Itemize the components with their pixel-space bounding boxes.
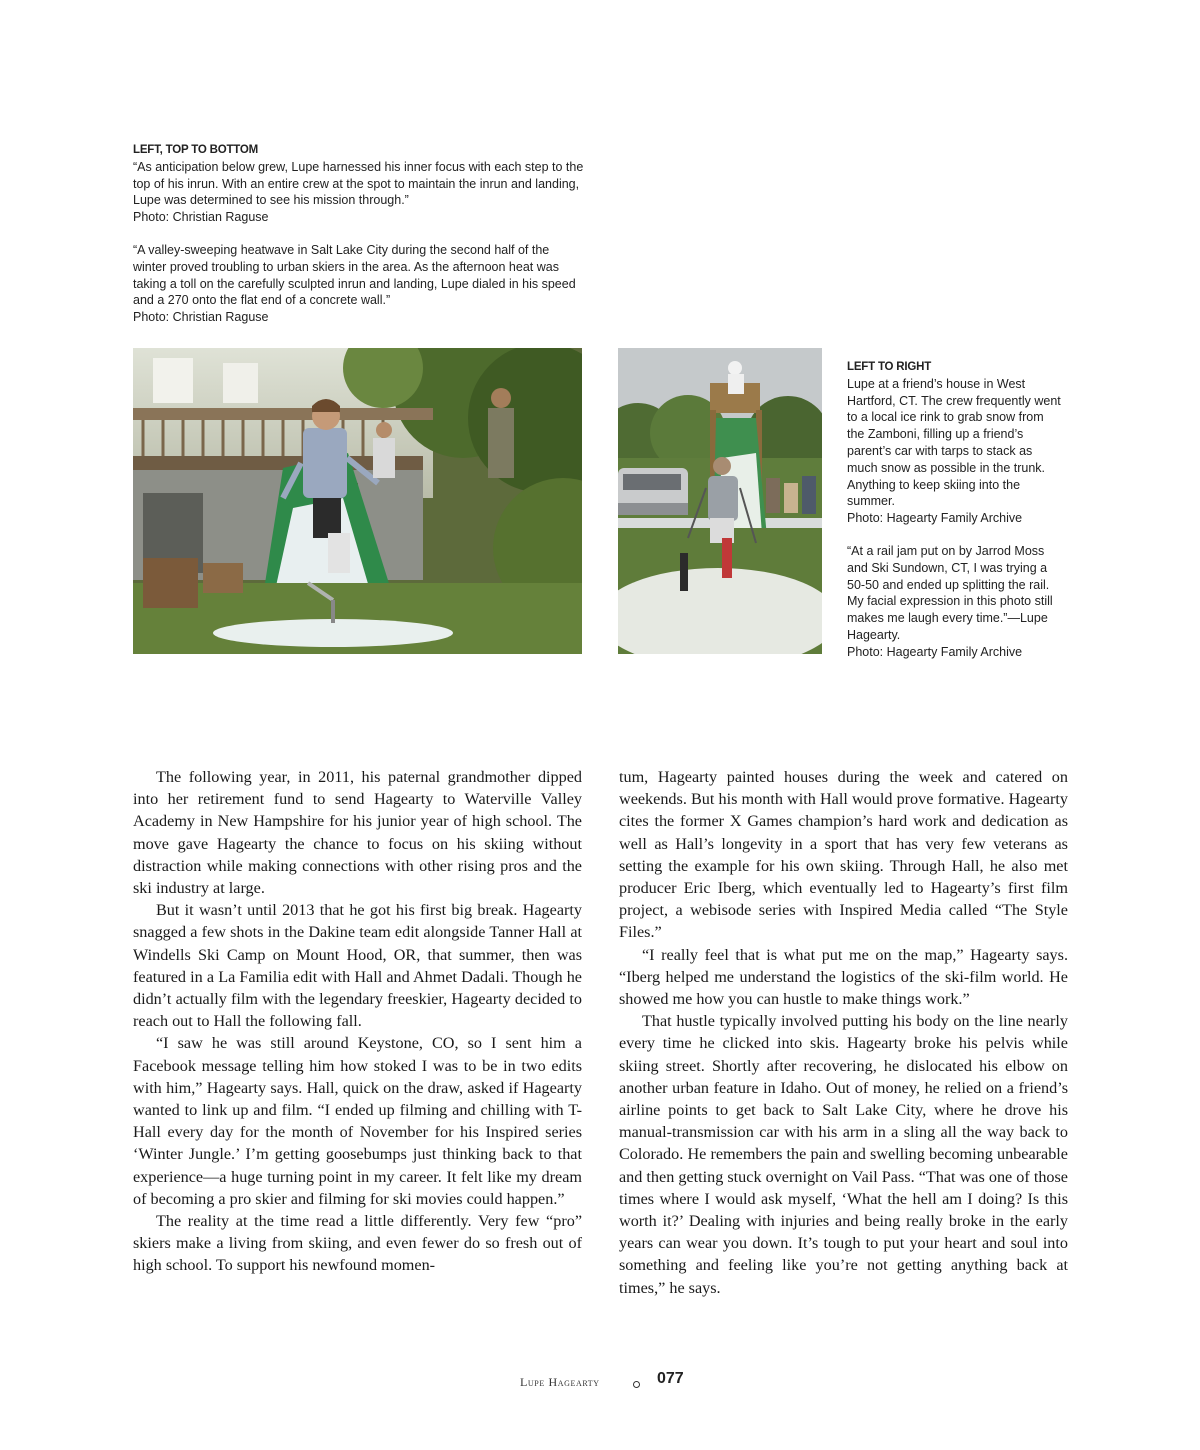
caption-left <box>133 142 585 326</box>
body-column-1 <box>133 766 582 1277</box>
caption-right-credit-1: Photo: Hagearty Family Archive <box>847 511 1023 526</box>
caption-left-heading: LEFT, TOP TO BOTTOM <box>133 144 259 156</box>
caption-left-credit-1: Photo: Christian Raguse <box>133 210 269 225</box>
caption-right-heading: LEFT TO RIGHT <box>847 361 932 373</box>
photo-backyard-rail <box>133 348 582 654</box>
body-paragraph: The following year, in 2011, his paternal grandmother dipped into her retirement fund to send Hagearty to Waterville Valley Academy in New Hampshire for his junior year of high school. The move gave Hagearty the chance to focus on his skiing without distraction while making connections with other rising pros and the ski industry at large. <box>133 768 582 898</box>
caption-right-credit-2: Photo: Hagearty Family Archive <box>847 644 1023 659</box>
body-paragraph: “I saw he was still around Keystone, CO, so I sent him a Facebook message telling him how stoked I was to be in two edits with him,” Hagearty says. Hall, quick on the draw, asked if Hagearty wanted to link up and film. “I ended up filming and chilling with T-Hall every day for the month of November for his Inspired series ‘Winter Jungle.’ I’m getting goosebumps just thinking back to that experience—a huge turning point in my career. It felt like my dream of becoming a pro skier and filming for ski movies could happen.” <box>133 1034 582 1208</box>
caption-right <box>847 359 1062 661</box>
running-title: Lupe Hagearty <box>520 1375 600 1389</box>
caption-left-credit-2: Photo: Christian Raguse <box>133 310 269 325</box>
caption-right-text-1: Lupe at a friend’s house in West Hartford, CT. The crew frequently went to a local ice rink to grab snow from the Zamboni, filling up a friend’s parent’s car with tarps to stack as much snow as possible in the trunk. Anything to keep skiing into the summer. <box>847 376 1061 509</box>
body-paragraph: That hustle typically involved putting his body on the line nearly every time he clicked into skis. Hagearty broke his pelvis while skiing street. Shortly after recovering, he dislocated his elbow on another urban feature in Idaho. Out of money, he relied on a friend’s airline points to get back to Salt Lake City, where he drove his manual-transmission car with his arm in a sling all the way back to Colorado. He remembers the pain and swelling becoming unbearable and then getting stuck overnight on Vail Pass. “That was one of those times where I would ask myself, ‘What the hell am I doing? Is this worth it?’ Dealing with injuries and being really broke in the early years can wear you down. It’s tough to put your heart and soul into something and feeling like you’re not getting anything back at times,” he says. <box>619 1012 1068 1297</box>
page-number: 077 <box>657 1370 684 1387</box>
bullet-icon <box>633 1381 640 1388</box>
body-paragraph: “I really feel that is what put me on the map,” Hagearty says. “Iberg helped me understand the logistics of the ski-film world. He showed me how you can hustle to make things work.” <box>619 945 1068 1009</box>
body-paragraph: The reality at the time read a little differently. Very few “pro” skiers make a living from skiing, and even fewer do so fresh out of high school. To support his newfound momen- <box>133 1212 582 1275</box>
body-paragraph: tum, Hagearty painted houses during the week and catered on weekends. But his month with Hall would prove formative. Hagearty cites the former X Games champion’s hard work and dedication as well as Hall’s longevity in a sport that has very few veterans as setting the example for his own skiing. Through Hall, he also met producer Eric Iberg, which eventually led to Hagearty’s first film project, a webisode series with Inspired Media called “The Style Files.” <box>619 768 1068 942</box>
body-paragraph: But it wasn’t until 2013 that he got his first big break. Hagearty snagged a few shots in the Dakine team edit alongside Tanner Hall at Windells Ski Camp on Mount Hood, OR, that summer, then was featured in a La Familia edit with Hall and Ahmet Dadali. Though he didn’t actually film with the legendary freeskier, Hagearty decided to reach out to Hall the following fall. <box>133 901 582 1031</box>
caption-left-text-2: “A valley-sweeping heatwave in Salt Lake City during the second half of the winter proved troubling to urban skiers in the area. As the afternoon heat was taking a toll on the carefully sculpted inrun and landing, Lupe dialed in his speed and a 270 onto the flat end of a concrete wall.” <box>133 242 576 308</box>
caption-right-text-2: “At a rail jam put on by Jarrod Moss and Ski Sundown, CT, I was trying a 50-50 and ended up splitting the rail. My facial expression in this photo still makes me laugh every time.”—Lupe Hagearty. <box>847 543 1053 642</box>
caption-left-text-1: “As anticipation below grew, Lupe harnessed his inner focus with each step to the top of his inrun. With an entire crew at the spot to maintain the inrun and landing, Lupe was determined to see his mission through.” <box>133 159 584 208</box>
page-footer <box>0 1370 1200 1394</box>
body-column-2 <box>619 766 1068 1299</box>
photo-rail-jam <box>618 348 822 654</box>
